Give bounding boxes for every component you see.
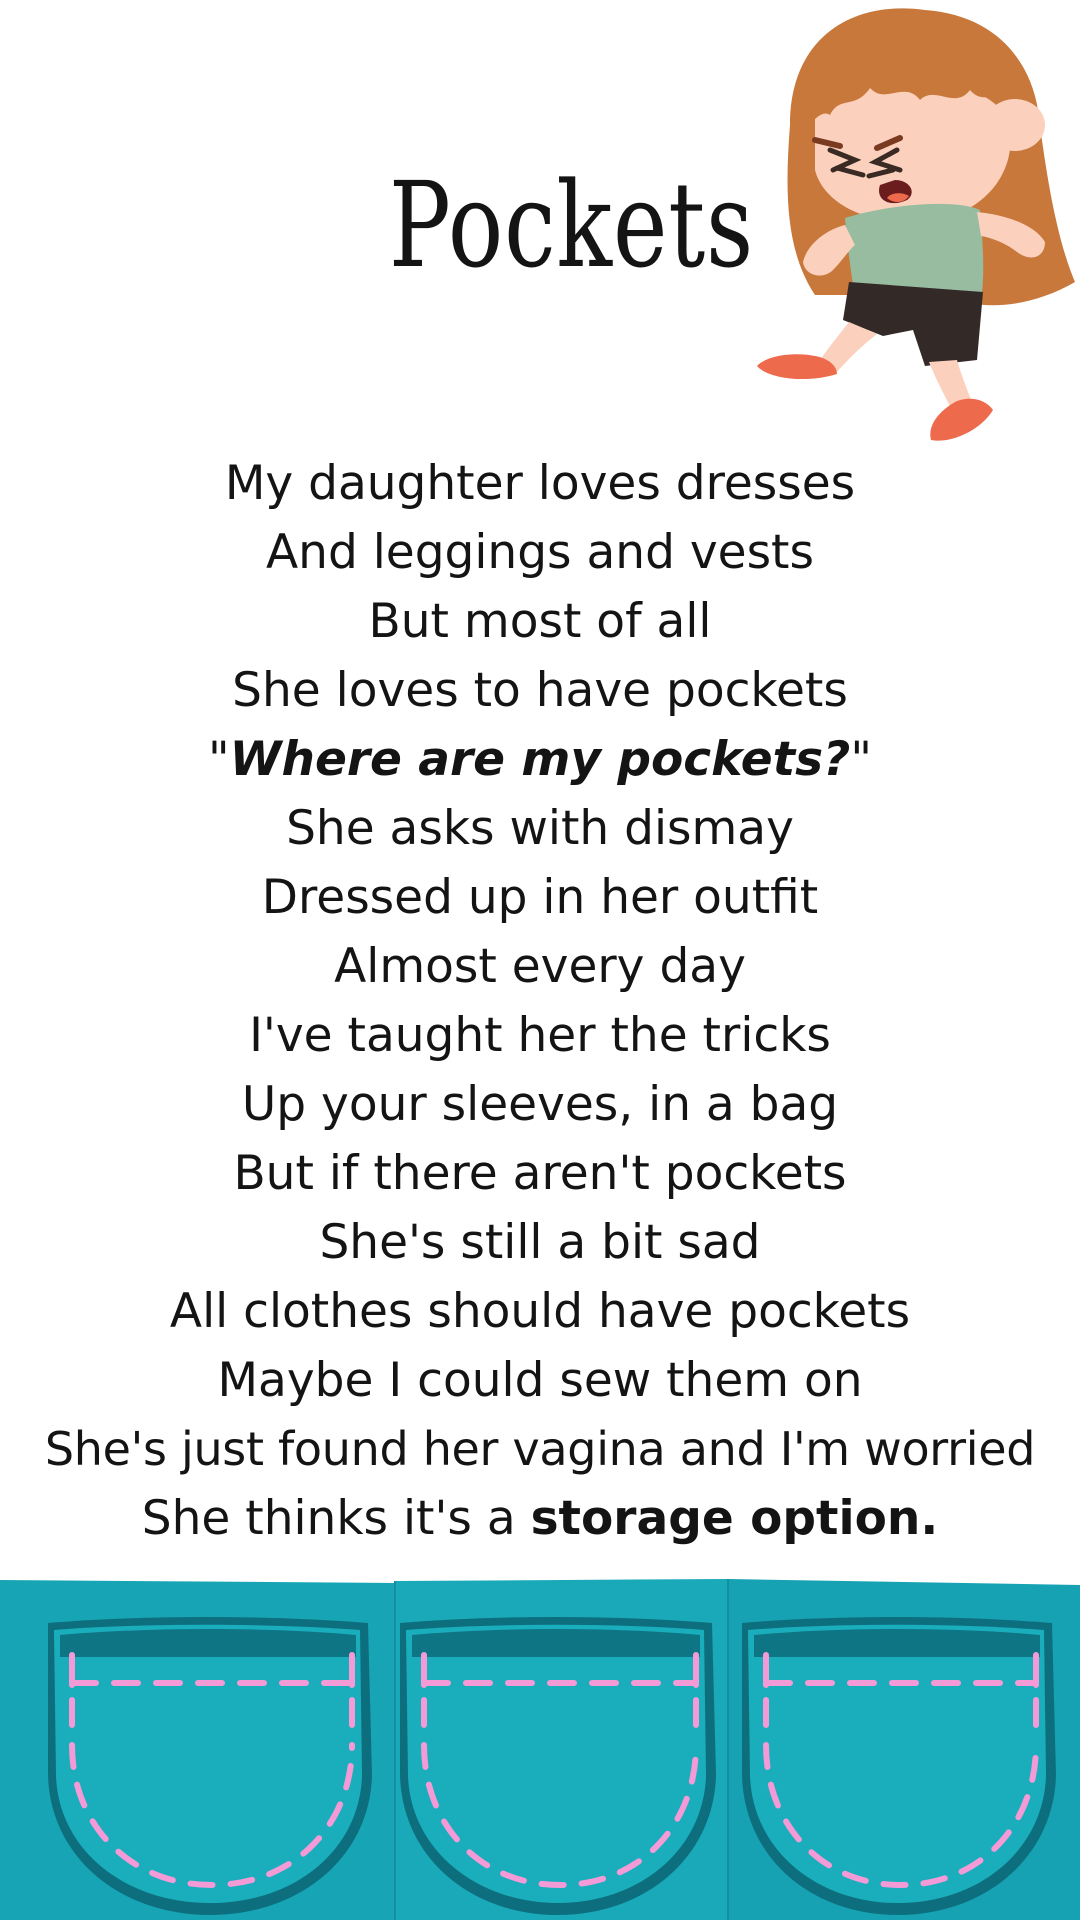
denim-pocket-illustration xyxy=(48,1617,372,1915)
poem-line: She asks with dismay xyxy=(286,801,794,856)
poem-line: Almost every day xyxy=(334,939,746,994)
poem-line: My daughter loves dresses xyxy=(224,456,856,511)
denim-pocket-illustration xyxy=(742,1617,1056,1915)
poem-title: Pockets xyxy=(388,156,754,294)
poem-line: And leggings and vests xyxy=(266,525,814,580)
poem-line: Maybe I could sew them on xyxy=(217,1353,863,1408)
poem-line: Dressed up in her outfit xyxy=(261,870,819,925)
denim-pocket-illustration xyxy=(400,1617,716,1915)
angry-girl-illustration xyxy=(745,0,1080,450)
final-line-emphasis: storage option. xyxy=(530,1491,939,1546)
poem-line-final xyxy=(0,1484,1080,1553)
final-line-start: She thinks it's a xyxy=(141,1491,531,1546)
poem-line: She loves to have pockets xyxy=(232,663,848,718)
poem-line: But most of all xyxy=(368,594,712,649)
poem-line: But if there aren't pockets xyxy=(233,1146,847,1201)
pockets-illustration xyxy=(0,1575,1080,1920)
poem-line: I've taught her the tricks xyxy=(249,1008,831,1063)
quote-open: " xyxy=(208,732,230,787)
poem-line: She's just found her vagina and I'm worried xyxy=(44,1422,1036,1476)
poem-line: She's still a bit sad xyxy=(319,1215,761,1270)
quote-close: " xyxy=(850,732,872,787)
quoted-question: Where are my pockets? xyxy=(229,732,851,787)
poem-line: All clothes should have pockets xyxy=(169,1284,911,1339)
poem-body xyxy=(0,449,1080,1553)
poem-line-quote xyxy=(0,725,1080,794)
poem-line: Up your sleeves, in a bag xyxy=(241,1077,839,1132)
